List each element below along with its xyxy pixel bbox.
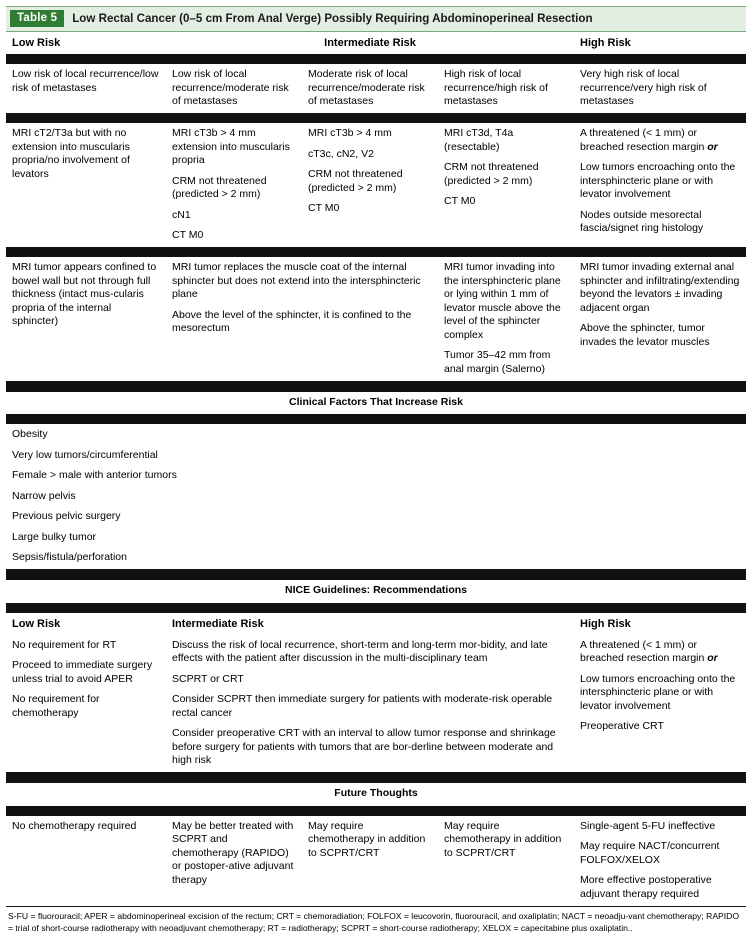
cell-high-staging [574, 123, 746, 247]
list-item: Sepsis/fistula/perforation [12, 551, 127, 564]
text-line: Tumor 35–42 mm from anal margin (Salerno) [444, 349, 551, 375]
divider [6, 113, 746, 123]
section-heading-clinical-factors: Clinical Factors That Increase Risk [289, 395, 463, 408]
divider-thick [6, 569, 746, 580]
cell-low-staging: MRI cT2/T3a but with no extension into muscularis propria/no involvement of levators [12, 127, 130, 180]
divider [6, 806, 746, 816]
clinical-factors-row [6, 424, 746, 569]
list-item: Obesity [12, 428, 48, 441]
text-line [580, 127, 740, 154]
text-line: CRM not threatened (predicted > 2 mm) [444, 161, 539, 187]
divider [6, 247, 746, 257]
text-line: CT M0 [172, 229, 204, 242]
text-line: Preoperative CRT [580, 720, 664, 733]
divider [6, 603, 746, 613]
table-title-bar [6, 6, 746, 32]
text-line: cT3c, cN2, V2 [308, 147, 374, 160]
cell-int2-desc: Moderate risk of local recurrence/moderate risk of metastases [308, 68, 425, 107]
cell-nice-high [574, 635, 746, 773]
text-line: MRI cT3b > 4 mm extension into muscularis propria [172, 127, 290, 167]
text-line: CRM not threatened (predicted > 2 mm) [308, 168, 403, 194]
text-line: Single-agent 5-FU ineffective [580, 819, 716, 832]
cell-high-mri [574, 257, 746, 381]
text-line: MRI tumor invading into the intersphincteric plane or lying within 1 mm of levator muscle above the level of the sphincter complex [444, 261, 561, 341]
header-intermediate-risk: Intermediate Risk [324, 37, 416, 49]
text-line: MRI cT3b > 4 mm [308, 127, 392, 140]
list-item: Large bulky tumor [12, 530, 97, 543]
cell-low-risk-desc: Low risk of local recurrence/low risk of metastases [12, 68, 159, 94]
text-line: Consider preoperative CRT with an interval to allow tumor response and shrinkage before surgery for patients with tumors that are bor-derline between moderate and high risk [172, 727, 556, 767]
section-heading-future: Future Thoughts [334, 787, 418, 800]
cell-int3-desc: High risk of local recurrence/high risk of metastases [444, 68, 548, 107]
cell-future-int1: May be better treated with SCPRT and chemotherapy (RAPIDO) or postoper-ative adjuvant therapy [172, 819, 294, 886]
risk-header-row [6, 32, 746, 54]
list-item: Narrow pelvis [12, 489, 76, 502]
nice-header-intermediate: Intermediate Risk [172, 617, 264, 630]
cell-nice-low [6, 635, 166, 773]
text-segment: A threatened (< 1 mm) or breached resection margin [580, 638, 708, 665]
header-low-risk: Low Risk [12, 37, 61, 49]
cell-int1-desc: Low risk of local recurrence/moderate risk of metastases [172, 68, 289, 107]
text-line: Nodes outside mesorectal fascia/signet ring histology [580, 208, 704, 235]
divider-thick [6, 381, 746, 392]
text-line: No requirement for chemotherapy [12, 693, 100, 719]
text-line: CT M0 [444, 195, 476, 208]
divider-thick [6, 772, 746, 783]
list-item: Female > male with anterior tumors [12, 469, 177, 482]
text-line [580, 639, 740, 666]
text-line: Low tumors encroaching onto the intersphincteric plane or with levator involvement [580, 161, 736, 201]
nice-header-row [6, 613, 746, 635]
table-footnote: S-FU = fluorouracil; APER = abdominoperineal excision of the rectum; CRT = chemoradiation; FOLFOX = leucovorin, fluorouracil, and oxaliplatin; NACT = neoadju-vant chemotherapy; RAPIDO = trial of short-course radiotherapy with neoadjuvant chemotherapy; RT = radiotherapy; SCPRT = short-course radiotherapy; XELOX = capecitabine plus oxaliplatin.. [6, 906, 746, 934]
text-line: More effective postoperative adjuvant therapy required [580, 874, 712, 900]
text-line: Discuss the risk of local recurrence, short-term and long-term mor-bidity, and late effects with the patient after discussion in the multi-disciplinary team [172, 638, 548, 665]
cell-high-risk-desc: Very high risk of local recurrence/very high risk of metastases [580, 68, 707, 107]
cell-nice-intermediate [166, 635, 574, 773]
clinical-factors-heading-row [6, 392, 746, 414]
cell-clinical-factors [6, 424, 746, 569]
mri-findings-row [6, 257, 746, 381]
list-item: Very low tumors/circumferential [12, 448, 158, 461]
cell-low-mri: MRI tumor appears confined to bowel wall but not through full thickness (intact mus-cularis propria of the internal sphincter) [12, 261, 157, 328]
text-line: May require NACT/concurrent FOLFOX/XELOX [580, 840, 720, 866]
page-title: Low Rectal Cancer (0–5 cm From Anal Verge) Possibly Requiring Abdominoperineal Resection [72, 12, 593, 25]
text-segment: A threatened (< 1 mm) or breached resection margin [580, 127, 708, 153]
text-line: MRI cT3d, T4a (resectable) [444, 127, 514, 153]
text-line: CRM not threatened (predicted > 2 mm) [172, 174, 267, 201]
header-high-risk: High Risk [580, 37, 631, 49]
main-table [6, 32, 746, 906]
cell-future-int2: May require chemotherapy in addition to SCPRT/CRT [308, 819, 426, 859]
nice-recommendations-row [6, 635, 746, 773]
text-line: CT M0 [308, 202, 340, 215]
cell-int1-staging [166, 123, 302, 247]
future-thoughts-row [6, 816, 746, 906]
nice-header-low: Low Risk [12, 617, 61, 630]
section-heading-nice: NICE Guidelines: Recommendations [284, 584, 468, 597]
nice-header-high: High Risk [580, 617, 631, 630]
future-heading-row [6, 783, 746, 805]
cell-int2-staging [302, 123, 438, 247]
cell-int3-staging [438, 123, 574, 247]
risk-description-row [6, 64, 746, 113]
text-line: Above the level of the sphincter, it is confined to the mesorectum [172, 308, 412, 335]
cell-future-high [574, 816, 746, 906]
text-emphasis: or [707, 140, 718, 153]
text-line: cN1 [172, 208, 191, 221]
text-line: Above the sphincter, tumor invades the levator muscles [580, 322, 710, 348]
text-line: Proceed to immediate surgery unless trial to avoid APER [12, 659, 153, 685]
text-line: MRI tumor invading external anal sphincter and infiltrating/extending beyond the levators ± invading adjacent organ [580, 261, 740, 314]
text-line: Low tumors encroaching onto the intersphincteric plane or with levator involvement [580, 672, 736, 712]
text-emphasis: or [707, 652, 718, 665]
text-line: SCPRT or CRT [172, 672, 244, 685]
text-line: MRI tumor replaces the muscle coat of the internal sphincter but does not extend into the intersphincteric plane [172, 261, 421, 301]
table-number-badge: Table 5 [10, 10, 64, 27]
divider [6, 54, 746, 64]
staging-row [6, 123, 746, 247]
text-line: No requirement for RT [12, 638, 117, 651]
list-item: Previous pelvic surgery [12, 510, 121, 523]
cell-intermediate-mri-left [166, 257, 438, 381]
text-line: Consider SCPRT then immediate surgery for patients with moderate-risk operable rectal cancer [172, 693, 553, 719]
cell-future-int3: May require chemotherapy in addition to SCPRT/CRT [444, 819, 562, 859]
cell-future-low: No chemotherapy required [12, 819, 137, 832]
divider [6, 414, 746, 424]
cell-intermediate-mri-right [438, 257, 574, 381]
nice-heading-row [6, 580, 746, 602]
